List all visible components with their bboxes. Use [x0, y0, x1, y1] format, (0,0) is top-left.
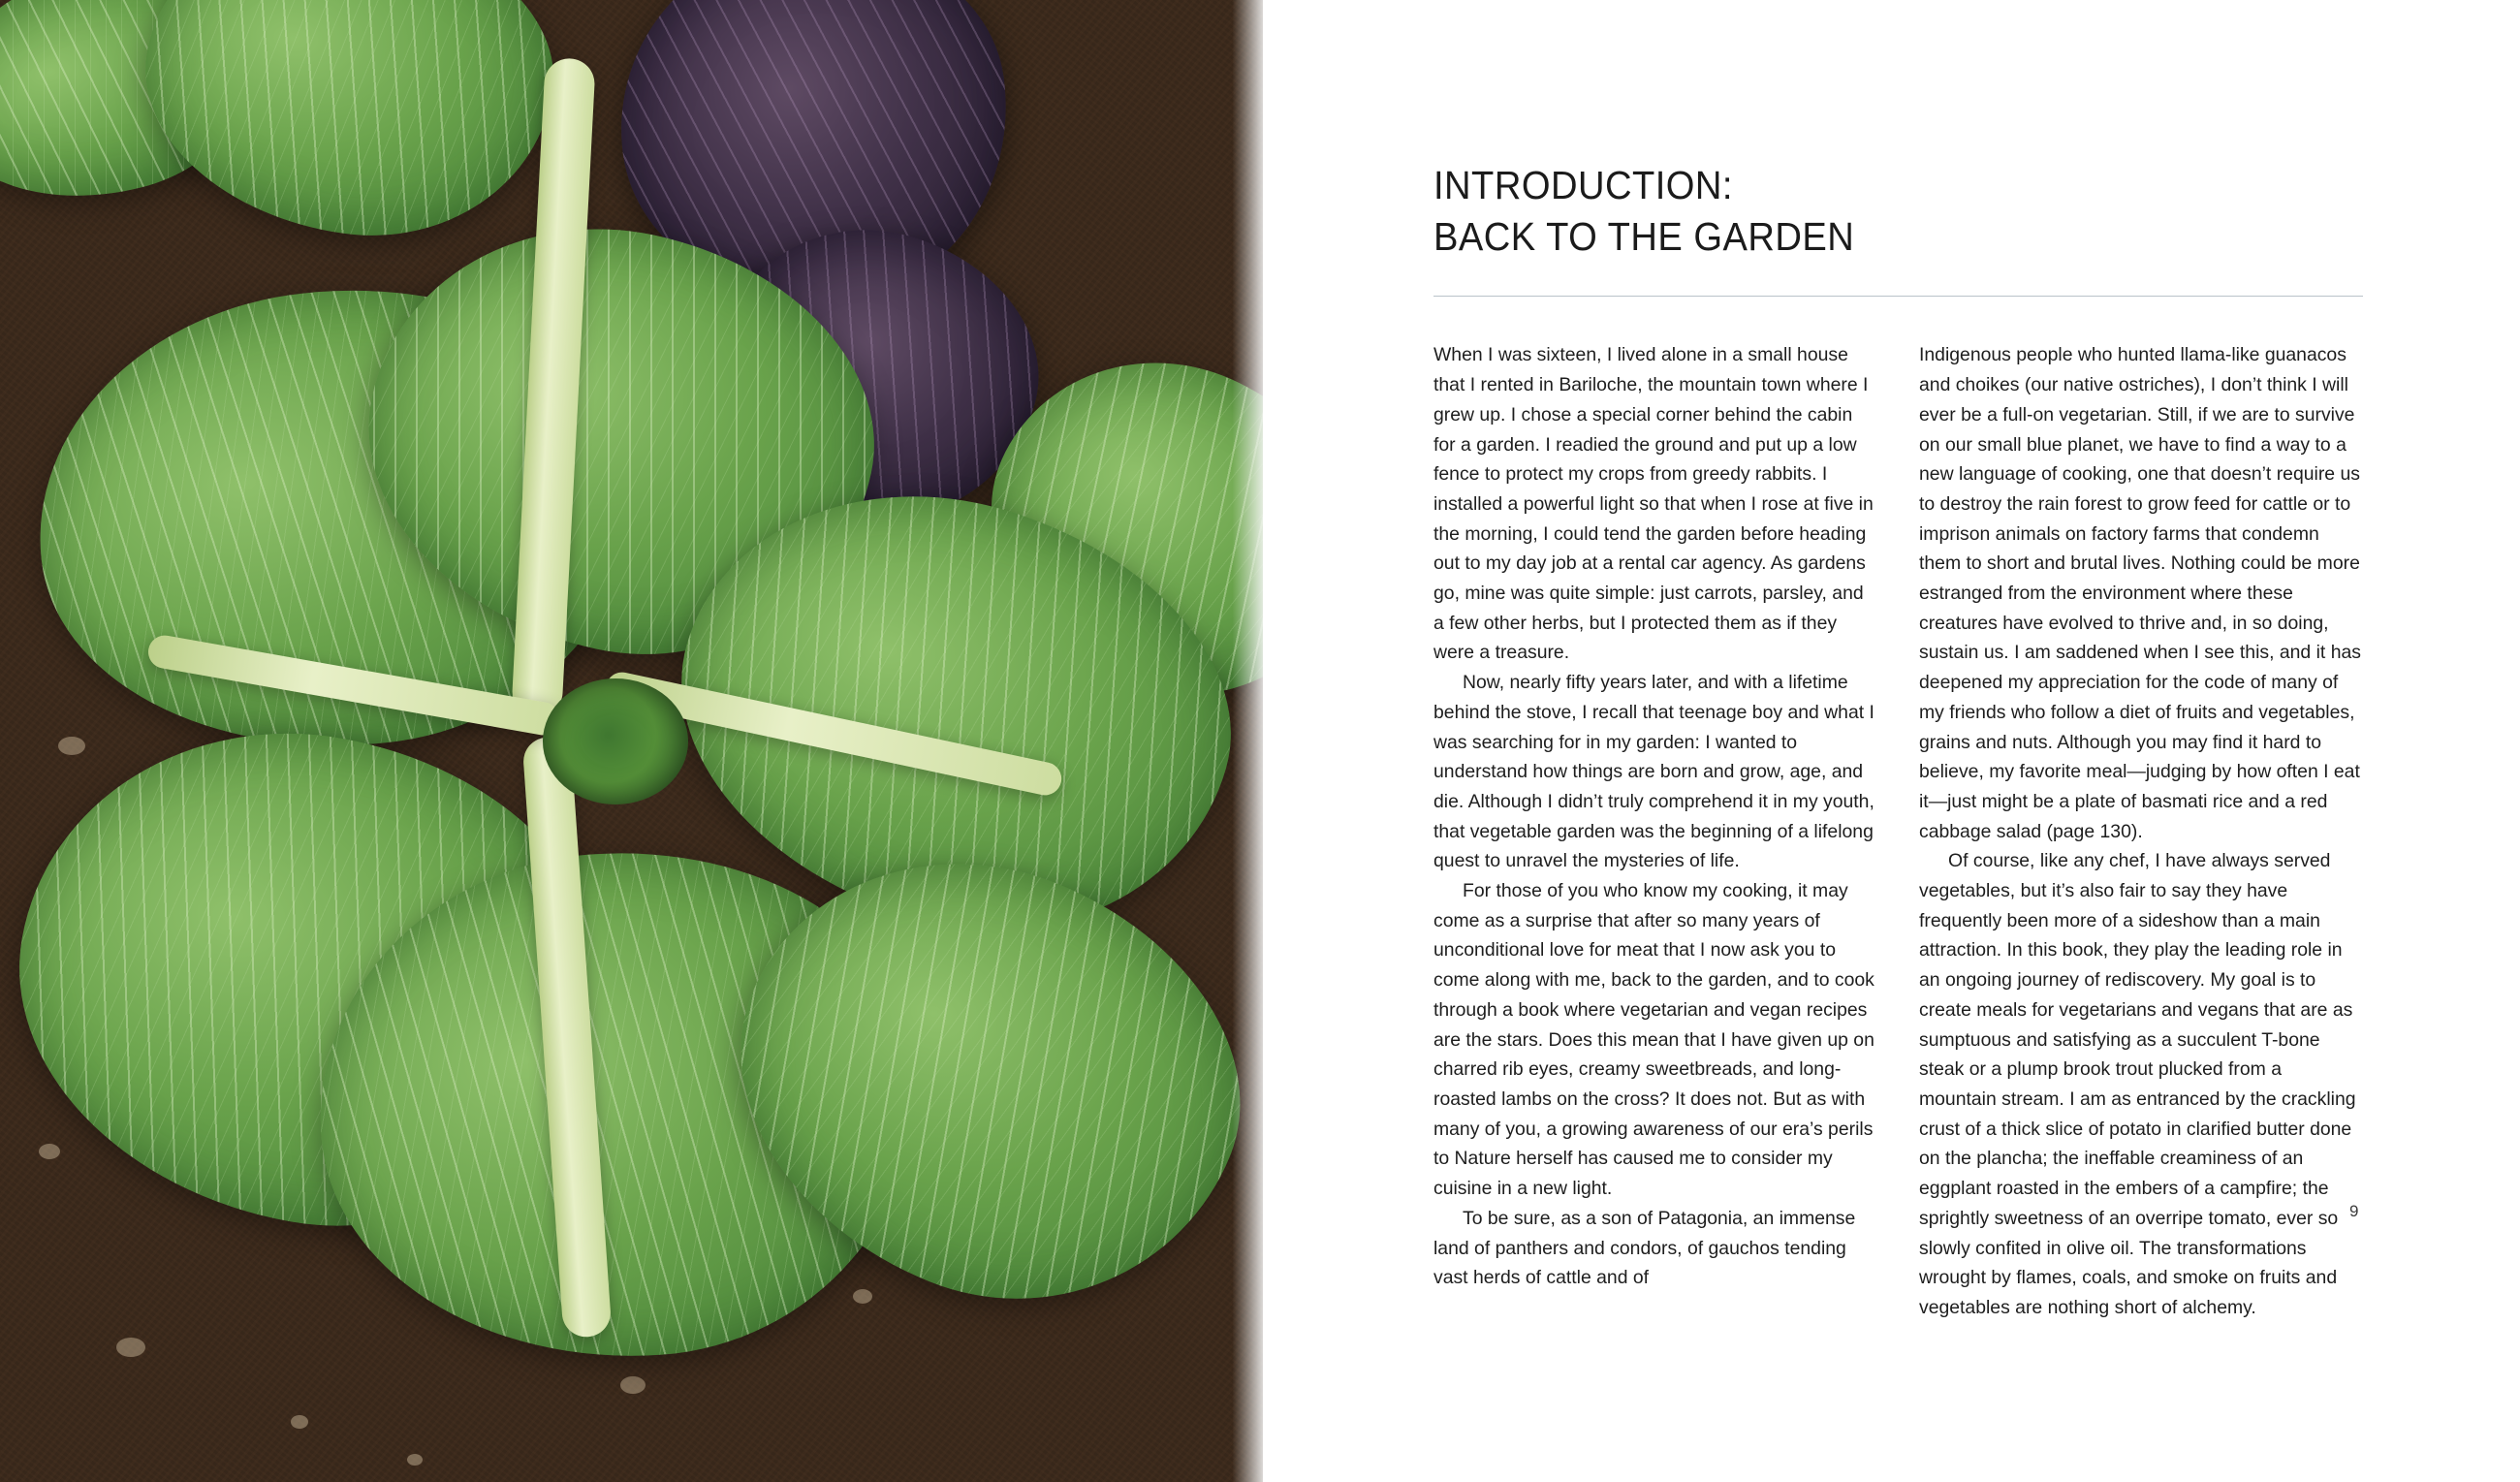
introduction-page — [1263, 0, 2520, 1482]
page-title-line-2: BACK TO THE GARDEN — [1433, 213, 1855, 259]
title-divider — [1433, 296, 2363, 297]
body-column-right — [1919, 340, 2363, 1322]
paragraph: Now, nearly fifty years later, and with a lifetime behind the stove, I recall that teenage boy and what I was searching for in my garden: I wanted to understand how things are born and grow, age, and die. Although I didn’t truly comprehend it in my youth, that vegetable garden was the beginning of a lifelong quest to unravel the mysteries of life. — [1433, 672, 1874, 872]
page-title — [1433, 160, 2301, 262]
body-column-left — [1433, 340, 1877, 1322]
body-columns — [1433, 340, 2366, 1322]
paragraph: Of course, like any chef, I have always served vegetables, but it’s also fair to say they have frequently been more of a sideshow than a main attraction. In this book, they play the leading role in an ongoing journey of rediscovery. My goal is to create meals for vegetarians and vegans that are as sumptuous and satisfying as a succulent T-bone steak or a plump brook trout plucked from a mountain stream. I am as entranced by the crackling crust of a thick slice of potato in clarified butter done on the plancha; the ineffable creaminess of an eggplant roasted in the embers of a campfire; the sprightly sweetness of an overripe tomato, ever so slowly confited in olive oil. The transformations wrought by flames, coals, and smoke on fruits and vegetables are nothing short of alchemy. — [1919, 850, 2356, 1318]
plant-core — [543, 678, 688, 804]
paragraph: For those of you who know my cooking, it may come as a surprise that after so many years of unconditional love for meat that I now ask you to come along with me, back to the garden, and to cook through a book where vegetarian and vegan recipes are the stars. Does this mean that I have given up on charred rib eyes, creamy sweetbreads, and long-roasted lambs on the cross? It does not. But as with many of you, a growing awareness of our era’s perils to Nature herself has caused me to consider my cuisine in a new light. — [1433, 880, 1874, 1200]
paragraph: Indigenous people who hunted llama-like guanacos and choikes (our native ostriches), I don’t think I will ever be a full-on vegetarian. Still, if we are to survive on our small blue planet, we have to find a way to a new language of cooking, one that doesn’t require us to destroy the rain forest to grow feed for cattle or to imprison animals on factory farms that condemn them to short and brutal lives. Nothing could be more estranged from the environment where these creatures have evolved to thrive and, in so doing, sustain us. I am saddened when I see this, and it has deepened my appreciation for the code of many of my friends who follow a diet of fruits and vegetables, grains and nuts. Although you may find it hard to believe, my favorite meal—judging by how often I eat it—just might be a plate of basmati rice and a red cabbage salad (page 130). — [1919, 344, 2361, 842]
page-title-line-1: INTRODUCTION: — [1433, 163, 1733, 208]
paragraph: When I was sixteen, I lived alone in a small house that I rented in Bariloche, the mountain town where I grew up. I chose a special corner behind the cabin for a garden. I readied the ground and put up a low fence to protect my crops from greedy rabbits. I installed a powerful light so that when I rose at five in the morning, I could tend the garden before heading out to my day job at a rental car agency. As gardens go, mine was quite simple: just carrots, parsley, and a few other herbs, but I protected them as if they were a treasure. — [1433, 344, 1874, 664]
paragraph: To be sure, as a son of Patagonia, an immense land of panthers and condors, of gauchos tending vast herds of cattle and of — [1433, 1207, 1856, 1289]
page-number: 9 — [2349, 1202, 2359, 1220]
